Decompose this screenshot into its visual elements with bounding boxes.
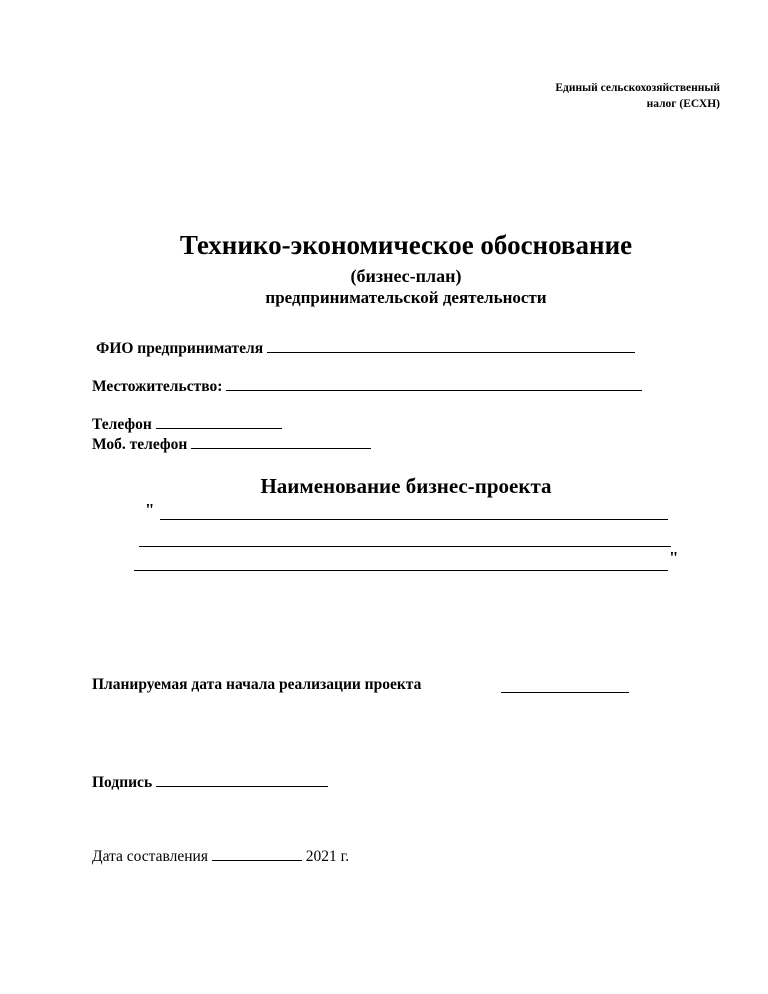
residence-blank-line[interactable] (226, 376, 642, 391)
document-subtitle: (бизнес-план) (350, 266, 462, 286)
mobile-phone-field (92, 434, 371, 454)
start-date-label: Планируемая дата начала реализации проекта (92, 676, 422, 693)
tax-regime-line-1: Единый сельскохозяйственный (555, 82, 720, 94)
phone-field (92, 414, 282, 434)
fio-label: ФИО предпринимателя (96, 340, 264, 357)
project-name-line-1[interactable] (160, 505, 668, 520)
compile-date-blank-line[interactable] (212, 846, 302, 861)
mobile-phone-label: Моб. телефон (92, 436, 188, 453)
fio-blank-line[interactable] (267, 338, 635, 353)
residence-field (92, 376, 642, 396)
compile-date-field (92, 846, 349, 866)
fio-field (96, 338, 635, 358)
compile-date-year: 2021 г. (305, 848, 350, 865)
signature-label: Подпись (92, 774, 153, 791)
residence-label: Местожительство: (92, 378, 223, 395)
start-date-field (92, 676, 421, 694)
project-name-line-3[interactable] (134, 556, 668, 571)
compile-date-label: Дата составления (92, 848, 208, 865)
signature-field (92, 772, 328, 792)
close-quote: " (669, 548, 679, 567)
tax-regime-line-2: налог (ЕСХН) (646, 98, 720, 110)
document-title: Технико-экономическое обоснование (179, 230, 633, 260)
project-name-line-2[interactable] (139, 532, 671, 547)
phone-blank-line[interactable] (156, 414, 282, 429)
mobile-phone-blank-line[interactable] (191, 434, 371, 449)
document-subtitle-2: предпринимательской деятельности (265, 288, 547, 307)
phone-label: Телефон (92, 416, 152, 433)
start-date-blank-line[interactable] (501, 678, 629, 693)
project-name-heading: Наименование бизнес-проекта (260, 474, 552, 498)
signature-blank-line[interactable] (156, 772, 328, 787)
open-quote: " (145, 500, 155, 519)
tax-regime-note (420, 80, 720, 112)
